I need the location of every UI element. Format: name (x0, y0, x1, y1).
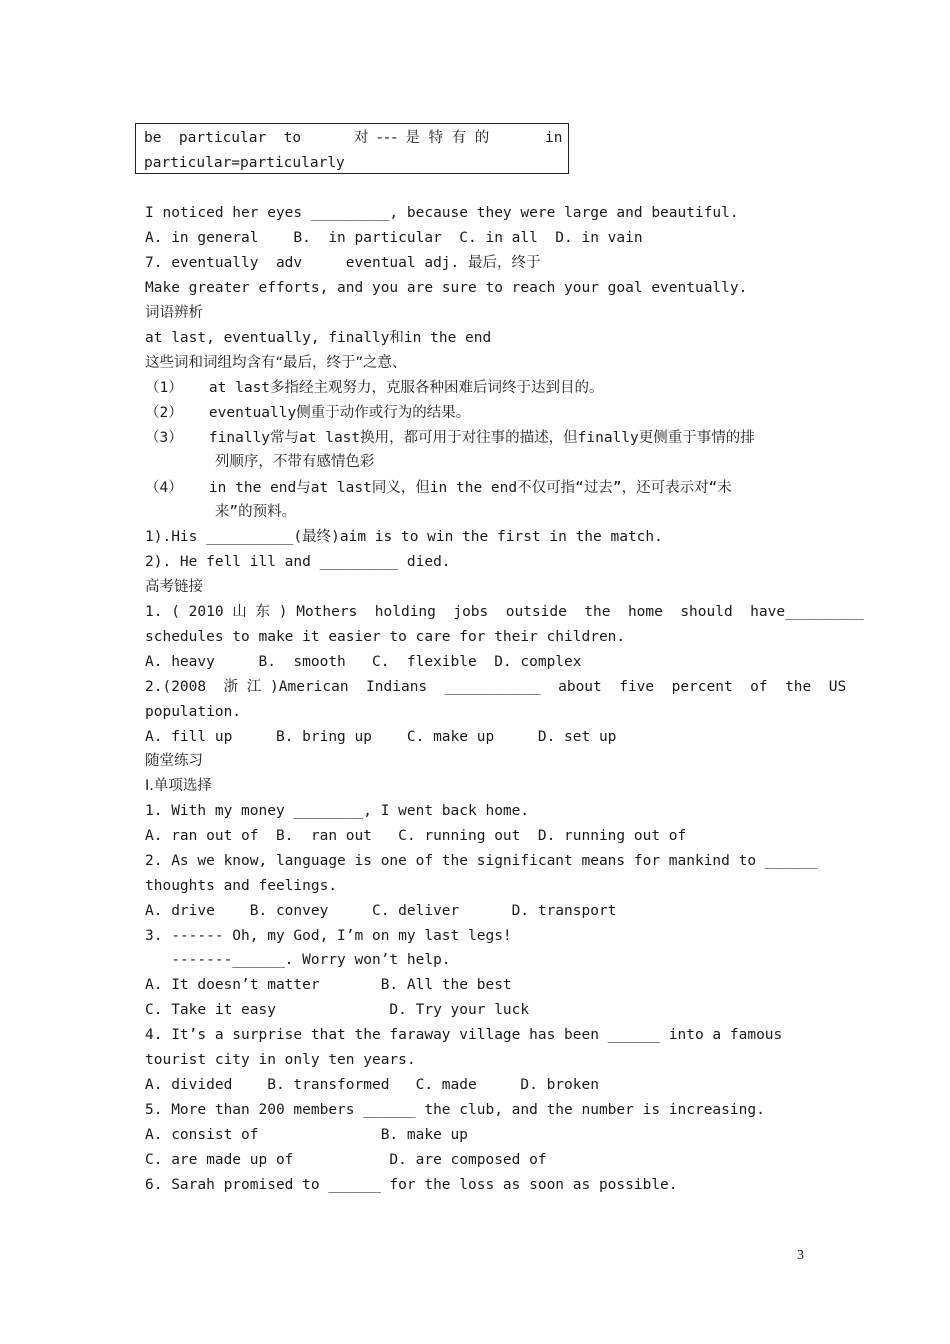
text-line: -------______. Worry won’t help. (145, 952, 451, 968)
list-item-continued: 来”的预料。 (145, 504, 297, 520)
list-item: （3） finally常与at last换用，都可用于对往事的描述，但finally更侧重于事情的排 (145, 430, 755, 446)
box-line1-in: in (545, 130, 563, 146)
answer-options: A. fill up B. bring up C. make up D. set up (145, 729, 617, 745)
exercise-question: 1. With my money ________, I went back home. (145, 803, 530, 819)
exercise-question: 5. More than 200 members ______ the club, and the number is increasing. (145, 1102, 765, 1118)
text-line: I noticed her eyes _________, because they were large and beautiful. (145, 205, 739, 221)
exercise-question: 2.(2008 浙 江 )American Indians ___________ about five percent of the US (145, 679, 847, 695)
section-heading: 词语辨析 (145, 305, 203, 321)
section-heading: 高考链接 (145, 579, 203, 595)
answer-options: C. are made up of D. are composed of (145, 1152, 547, 1168)
text-line: 7. eventually adv eventual adj. 最后，终于 (145, 255, 541, 271)
answer-options: A. It doesn’t matter B. All the best (145, 977, 512, 993)
exercise-question: 4. It’s a surprise that the faraway village has been ______ into a famous (145, 1027, 783, 1043)
page-number: 3 (797, 1248, 804, 1263)
text-line: at last, eventually, finally和in the end (145, 330, 492, 346)
exercise-question: 1. ( 2010 山 东 ) Mothers holding jobs outside the home should have_________ (145, 604, 864, 620)
subsection-heading: I.单项选择 (145, 778, 212, 794)
exercise-question: 3. ------ Oh, my God, I’m on my last legs! (145, 928, 512, 944)
text-line: population. (145, 704, 242, 720)
box-line1-phrase: be particular to (144, 130, 302, 146)
exercise-question: 2. As we know, language is one of the significant means for mankind to ______ (145, 853, 818, 869)
exercise-question: 6. Sarah promised to ______ for the loss as soon as possible. (145, 1177, 678, 1193)
list-item: （4） in the end与at last同义，但in the end不仅可指“过去”，还可表示对“未 (145, 480, 732, 496)
text-line: schedules to make it easier to care for their children. (145, 629, 626, 645)
answer-options: A. drive B. convey C. deliver D. transport (145, 903, 617, 919)
list-item-continued: 列顺序，不带有感情色彩 (145, 454, 375, 470)
exercise-question: 2). He fell ill and _________ died. (145, 554, 451, 570)
answer-options: A. ran out of B. ran out C. running out D. running out of (145, 828, 687, 844)
text-line: thoughts and feelings. (145, 878, 338, 894)
list-item: （2） eventually侧重于动作或行为的结果。 (145, 405, 471, 421)
text-line: A. in general B. in particular C. in all D. in vain (145, 230, 643, 246)
answer-options: A. divided B. transformed C. made D. broken (145, 1077, 599, 1093)
list-item: （1） at last多指经主观努力，克服各种困难后词终于达到目的。 (145, 380, 604, 396)
section-heading: 随堂练习 (145, 753, 203, 769)
exercise-question: 1).His __________(最终)aim is to win the first in the match. (145, 529, 663, 545)
answer-options: A. heavy B. smooth C. flexible D. complex (145, 654, 582, 670)
box-line2: particular=particularly (144, 155, 345, 171)
answer-options: A. consist of B. make up (145, 1127, 469, 1143)
text-line: Make greater efforts, and you are sure to reach your goal eventually. (145, 280, 748, 296)
text-line: tourist city in only ten years. (145, 1052, 416, 1068)
text-line: 这些词和词组均含有“最后，终于”之意、 (145, 355, 407, 371)
vocab-note-box (135, 123, 569, 174)
answer-options: C. Take it easy D. Try your luck (145, 1002, 530, 1018)
box-line1-meaning: 对 --- 是 特 有 的 (354, 130, 492, 146)
